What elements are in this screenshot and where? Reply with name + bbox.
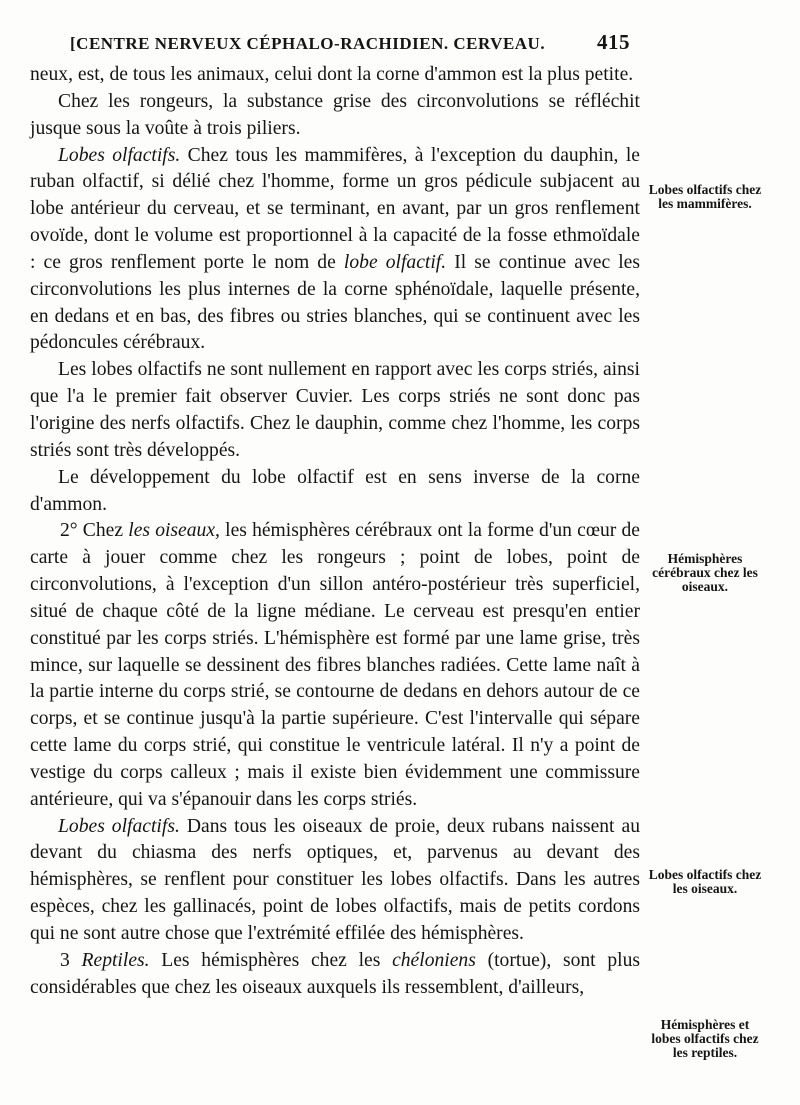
term-lobe-olfactif: lobe olfactif. — [343, 251, 447, 273]
page-number: 415 — [597, 30, 630, 54]
term-reptiles: Reptiles. — [81, 949, 150, 971]
paragraph-6: 2° Chez les oiseaux, les hémisphères cérébraux ont la forme d'un cœur de carte à jouer comme chez les rongeurs ; point de lobes, point de circonvolutions, à l'exception d'un sillon antéro-postérieur très superficiel, situé de chaque côté de la ligne médiane. Le cerveau est presqu'en entier constitué par les corps striés. L'hémisphère est formé par une lame grise, très mince, sur laquelle se dessinent des fibres blanches radiées. Cette lame naît à la partie interne du corps strié, se contourne de dedans en dehors autour de ce corps, et se continue jusqu'à la partie supérieure. C'est l'intervalle qui sépare cette lame du corps strié, qui constitue le ventricule latéral. Il n'y a point de vestige du corps calleux ; mais il existe bien évidemment une commissure antérieure, qui va s'épanouir dans les corps striés. — [30, 520, 640, 810]
body-text — [30, 62, 640, 1002]
margin-note-mammiferes: Lobes olfactifs chez les mammifères. — [648, 182, 762, 211]
paragraph-5: Le développement du lobe olfactif est en sens inverse de la corne d'ammon. — [30, 466, 640, 515]
running-header — [70, 30, 630, 60]
header-title: [CENTRE NERVEUX CÉPHALO-RACHIDIEN. CERVEAU. — [70, 34, 546, 53]
paragraph-3: Lobes olfactifs. Chez tous les mammifères, à l'exception du dauphin, le ruban olfactif, si délié chez l'homme, forme un gros pédicule subjacent au lobe antérieur du cerveau, et se terminant, en avant, par un gros renflement ovoïde, dont le volume est proportionnel à la capacité de la fosse ethmoïdale : ce gros renflement porte le nom de lobe olfactif. Il se continue avec les circonvolutions les plus internes de la corne sphénoïdale, laquelle présente, en dedans et en bas, des fibres ou stries blanches, qui se continuent avec les pédoncules cérébraux. — [30, 144, 641, 354]
term-oiseaux: les oiseaux, — [128, 520, 220, 542]
paragraph-2: Chez les rongeurs, la substance grise des circonvolutions se réfléchit jusque sous la voûte à trois piliers. — [30, 90, 640, 139]
paragraph-4: Les lobes olfactifs ne sont nullement en rapport avec les corps striés, ainsi que l'a le premier fait observer Cuvier. Les corps striés ne sont donc pas l'origine des nerfs olfactifs. Chez le dauphin, comme chez l'homme, les corps striés sont très développés. — [30, 359, 640, 461]
margin-note-oiseaux-lobes: Lobes olfactifs chez les oiseaux. — [648, 867, 762, 896]
section-lead: Lobes olfactifs. — [58, 144, 181, 166]
term-cheloniens: chéloniens — [392, 949, 476, 971]
paragraph-7: Lobes olfactifs. Dans tous les oiseaux de proie, deux rubans naissent au devant du chiasma des nerfs optiques, et, parvenus au devant des hémisphères, se renflent pour constituer les lobes olfactifs. Dans les autres espèces, chez les gallinacés, point de lobes olfactifs, mais de petits cordons qui ne sont autre chose que l'extrémité effilée des hémisphères. — [30, 815, 640, 944]
paragraph-1: neux, est, de tous les animaux, celui dont la corne d'ammon est la plus petite. — [30, 64, 634, 85]
paragraph-8: 3 Reptiles. Les hémisphères chez les chéloniens (tortue), sont plus considérables que chez les oiseaux auxquels ils ressemblent, d'ailleurs, — [30, 949, 641, 998]
section-lead: Lobes olfactifs. — [58, 815, 180, 837]
margin-note-oiseaux-hemispheres: Hémisphères cérébraux chez les oiseaux. — [652, 551, 758, 594]
margin-note-reptiles: Hémisphères et lobes olfactifs chez les reptiles. — [651, 1017, 759, 1060]
